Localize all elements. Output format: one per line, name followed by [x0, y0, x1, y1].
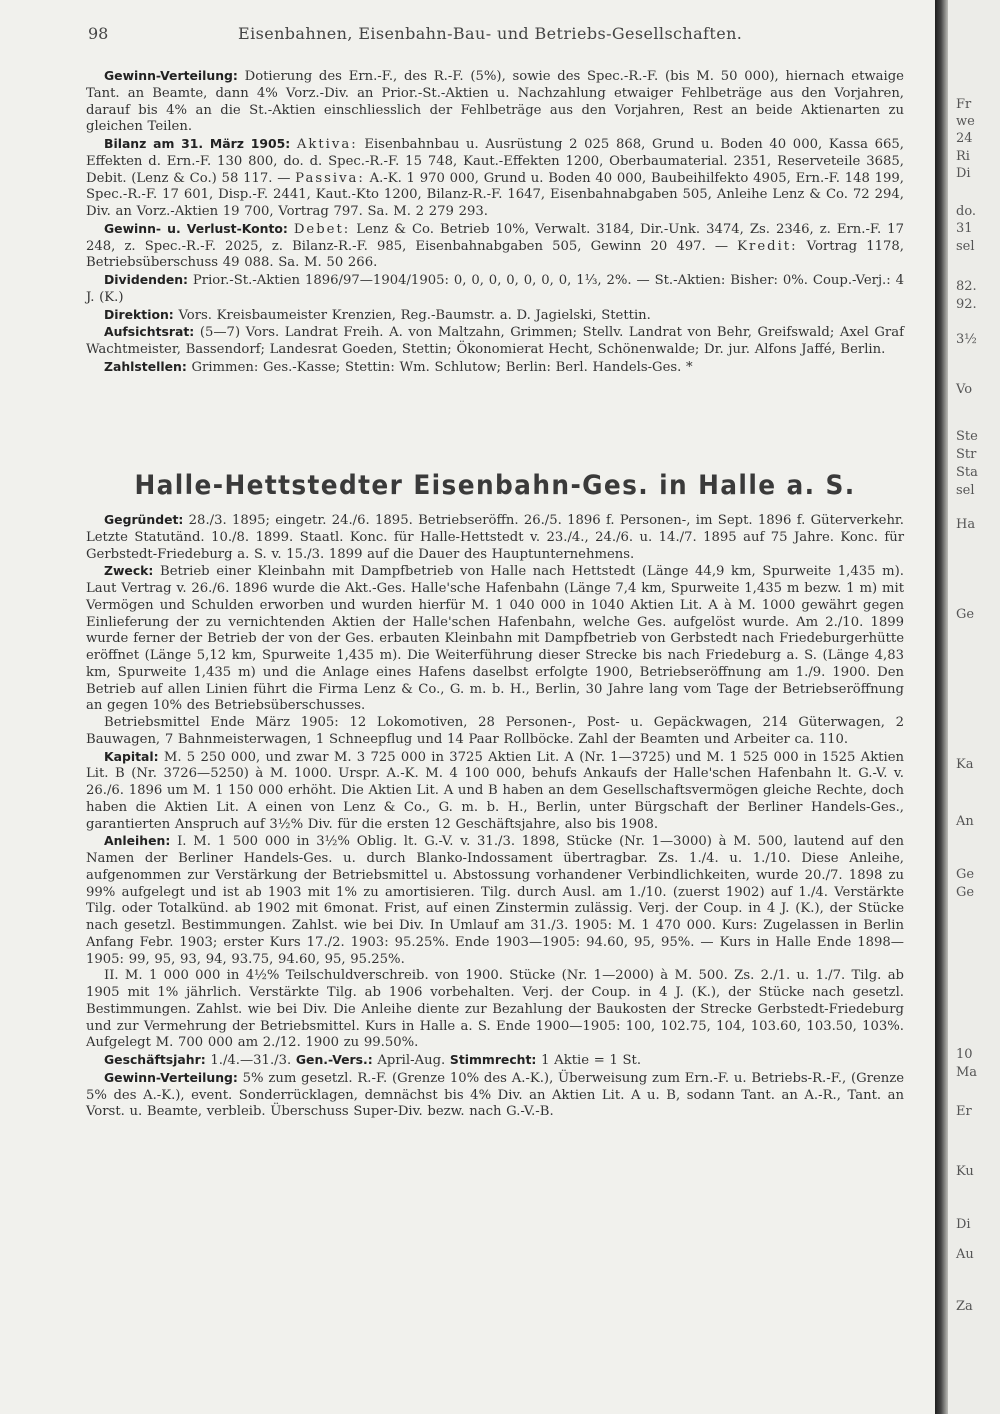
facing-fragment: Ste: [956, 429, 978, 444]
geschaeftsjahr-text: 1./4.—31./3.: [210, 1053, 292, 1068]
prev-direktion: [86, 307, 904, 325]
facing-fragment: Di: [956, 1217, 971, 1232]
gegruendet: [86, 512, 904, 563]
facing-fragment: we: [956, 114, 975, 129]
anleihen-text: I. M. 1 500 000 in 3½% Oblig. lt. G.-V. v. 31./3. 1898, Stücke (Nr. 1—3000) à M. 500, lautend auf den Namen der Berliner Handels-Ges. u. durch Blanko-Indossament übertragbar. Zs. 1./4. u. 1./10. Diese Anleihe, aufgenommen zur Verstärkung der Betriebsmittel u. Abstossung vorhandener Verbindlichkeiten, wurde 20./7. 1898 zu 99% aufgelegt und ist ab 1903 mit 1% zu amortisieren. Tilg. durch Ausl. am 1./10. (zuerst 1902) auf 1./4. Verstärkte Tilg. oder Totalkünd. ab 1902 mit 6monat. Frist, auf einen Zinstermin zulässig. Verj. der Coup. in 4 J. (K.), der Stücke nach gesetzl. Bestimmungen. Zahlst. wie bei Div. In Umlauf am 31./3. 1905: M. 1 470 000. Kurs: Zugelassen in Berlin Anfang Febr. 1903; erster Kurs 17./2. 1903: 95.25%. Ende 1903—1905: 94.60, 95, 95%. — Kurs in Halle Ende 1898—1905: 99, 95, 93, 94, 93.75, 94.60, 95, 95.25%.: [86, 834, 904, 967]
prev-aufsichtsrat-label: Aufsichtsrat:: [104, 324, 195, 340]
prev-aufsichtsrat-text: (5—7) Vors. Landrat Freih. A. von Maltzahn, Grimmen; Stellv. Landrat von Behr, Greifswald; Axel Graf Wachtmeister, Bassendorf; Landesrat Goeden, Stettin; Ökonomierat Hecht, Schönenwalde; Dr. jur. Alfons Jaffé, Berlin.: [86, 325, 904, 357]
prev-zahlstellen-text: Grimmen: Ges.-Kasse; Stettin: Wm. Schlutow; Berlin: Berl. Handels-Ges. *: [191, 359, 693, 375]
facing-fragment: Ku: [956, 1164, 974, 1179]
prev-passiva-text: A.-K. 1 970 000, Grund u. Boden 40 000, Baubeihilfekto 4905, Ern.-F. 148 199, Spec.-R.-F. 17 601, Disp.-F. 2441, Kaut.-Kto 1200, Bilanz-R.-F. 1647, Eisenbahnabgaben 505, Anleihe Lenz & Co. 72 294, Div. an Vorz.-Aktien 19 700, Vortrag 797. Sa. M. 2 279 293.: [86, 170, 904, 219]
facing-page-edge: [948, 0, 1000, 1414]
page-number: 98: [88, 24, 109, 43]
facing-fragment: Ha: [956, 517, 976, 532]
facing-fragment: Fr: [956, 97, 972, 112]
facing-fragment: sel: [956, 483, 975, 498]
facing-fragment: 92.: [956, 297, 977, 312]
facing-fragment: do.: [956, 204, 977, 219]
gegruendet-text: 28./3. 1895; eingetr. 24./6. 1895. Betriebseröffn. 26./5. 1896 f. Personen-, im Sept. 1896 f. Güterverkehr. Letzte Statutänd. 10./8. 1899. Staatl. Konc. für Halle-Hettstedt v. 23./4., 24./6. u. 14./7. 1895 auf 75 Jahre. Konc. für Gerbstedt-Friedeburg a. S. v. 15./3. 1899 auf die Dauer des Hauptunternehmens.: [86, 513, 904, 562]
facing-fragment: Di: [956, 166, 971, 181]
prev-zahlstellen: [86, 359, 904, 377]
facing-fragment: Sta: [956, 465, 978, 480]
facing-fragment: 24: [956, 131, 973, 146]
facing-fragment: 10: [956, 1047, 973, 1062]
facing-fragment: Ge: [956, 867, 975, 882]
prev-passiva-label: Passiva:: [295, 170, 365, 186]
gen-vers-text: April-Aug.: [377, 1053, 446, 1068]
gewinn-verteilung-label: Gewinn-Verteilung:: [104, 1069, 238, 1085]
facing-fragment: Er: [956, 1104, 972, 1119]
prev-gewinn-verteilung-label: Gewinn-Verteilung:: [104, 68, 238, 83]
facing-fragment: Ka: [956, 757, 974, 772]
betriebsmittel-text: Betriebsmittel Ende März 1905: 12 Lokomotiven, 28 Personen-, Post- u. Gepäckwagen, 214 Güterwagen, 2 Bauwagen, 7 Bahnmeisterwagen, 1 Schneepflug und 14 Paar Rollböcke. Zahl der Beamten und Arbeiter ca. 110.: [86, 715, 904, 747]
stimmrecht-text: 1 Aktie = 1 St.: [541, 1053, 642, 1068]
prev-direktion-text: Vors. Kreisbaumeister Krenzien, Reg.-Baumstr. a. D. Jagielski, Stettin.: [178, 307, 651, 323]
prev-gewinn-verteilung: [86, 68, 904, 136]
prev-kredit-text: Vortrag 1178, Betriebsüberschuss 49 088. Sa. M. 50 266.: [86, 238, 904, 271]
anleihen-ii: [86, 968, 904, 1052]
facing-fragment: Ri: [956, 149, 970, 164]
page-header: [88, 24, 908, 48]
stimmrecht-label: Stimmrecht:: [449, 1052, 537, 1067]
facing-fragment: Ge: [956, 885, 975, 900]
prev-dividenden: [86, 272, 904, 307]
facing-fragment: 31: [956, 221, 973, 236]
facing-fragment: 3½: [956, 332, 977, 347]
prev-debet-label: Debet:: [293, 221, 351, 237]
book-gutter: [935, 0, 948, 1414]
prev-zahlstellen-label: Zahlstellen:: [104, 358, 187, 374]
prev-gewinn-verteilung-text: Dotierung des Ern.-F., des R.-F. (5%), sowie des Spec.-R.-F. (bis M. 50 000), hiernach etwaige Tant. an Beamte, dann 4% Vorz.-Div. an Prior.-St.-Aktien u. Nachzahlung etwaiger Fehlbeträge aus den Vorjahren, darauf bis 4% an die St.-Aktien einschliesslich der Fehlbeträge aus den Vorjahren, Rest an beide Aktienarten zu gleichen Teilen.: [86, 69, 904, 135]
facing-fragment: Str: [956, 447, 977, 462]
geschaeftsjahr: [86, 1052, 904, 1070]
company-section: [86, 512, 904, 1121]
prev-direktion-label: Direktion:: [104, 306, 174, 322]
betriebsmittel: [86, 715, 904, 749]
prev-aufsichtsrat: [86, 324, 904, 359]
prev-gewinn-konto: [86, 221, 904, 272]
facing-fragment: Au: [956, 1247, 974, 1262]
prev-bilanz-label: Bilanz am 31. März 1905:: [104, 136, 291, 151]
prev-bilanz: [86, 136, 904, 221]
gewinn-verteilung: [86, 1070, 904, 1121]
facing-fragment: Ge: [956, 607, 975, 622]
prev-aktiva-text: Eisenbahnbau u. Ausrüstung 2 025 868, Grund u. Boden 40 000, Kassa 665, Effekten d. Ern.-F. 130 800, do. d. Spec.-R.-F. 15 748, Kaut.-Effekten 1200, Oberbaumaterial. 2351, Reserveteile 3685, Debit. (Lenz & Co.) 58 117. —: [86, 137, 904, 186]
zweck-text: Betrieb einer Kleinbahn mit Dampfbetrieb von Halle nach Hettstedt (Länge 44,9 km, Spurweite 1,435 m). Laut Vertrag v. 26./6. 1896 wurde die Akt.-Ges. Halle'sche Hafenbahn (Länge 7,4 km, Spurweite 1,435 m bezw. 1 m) mit Vermögen und Schulden erworben und wurden hierfür M. 1 040 000 in 1040 Aktien Lit. A à M. 1000 gewährt gegen Einlieferung der zu vernichtenden Aktien der Halle'schen Hafenbahn, welche Ges. aufgelöst wurde. Am 2./10. 1899 wurde ferner der Betrieb der von der Ges. erbauten Kleinbahn mit Dampfbetrieb von Gerbstedt nach Friedeburgerhütte eröffnet (Länge 5,12 km, Spurweite 1,435 m). Die Weiterführung dieser Strecke bis nach Friedeburg a. S. (Länge 4,83 km, Spurweite 1,435 m) und die Anlage eines Hafens daselbst erfolgte 1900, Betriebseröffnung am 1./9. 1900. Den Betrieb auf allen Linien führt die Firma Lenz & Co., G. m. b. H., Berlin, 30 Jahre lang vom Tage der Betriebseröffnung an gegen 10% des Betriebsüberschusses.: [86, 564, 905, 714]
gegruendet-label: Gegründet:: [104, 512, 184, 527]
geschaeftsjahr-label: Geschäftsjahr:: [104, 1052, 206, 1067]
facing-fragment: Ma: [956, 1065, 978, 1080]
facing-fragment: An: [956, 814, 974, 829]
prev-gewinn-konto-label: Gewinn- u. Verlust-Konto:: [104, 220, 288, 236]
facing-fragment: sel: [956, 239, 975, 254]
prev-aktiva-label: Aktiva:: [296, 137, 358, 152]
company-title: Halle-Hettstedter Eisenbahn-Ges. in Halle a. S.: [134, 470, 856, 501]
prev-kredit-label: Kredit:: [737, 238, 798, 254]
zweck: [86, 563, 904, 715]
prev-dividenden-label: Dividenden:: [104, 272, 188, 287]
kapital-text: M. 5 250 000, und zwar M. 3 725 000 in 3725 Aktien Lit. A (Nr. 1—3725) und M. 1 525 000 in 1525 Aktien Lit. B (Nr. 3726—5250) à M. 1000. Urspr. A.-K. M. 4 100 000, behufs Ankaufs der Halle'schen Hafenbahn lt. G.-V. v. 26./6. 1896 um M. 1 150 000 erhöht. Die Aktien Lit. A und B haben an dem Gesellschaftsvermögen gleiche Rechte, doch haben die Aktien Lit. A einen von Lenz & Co., G. m. b. H., Berlin, unter Bürgschaft der Berliner Handels-Ges., garantierten Anspruch auf 3½% Div. für die ersten 12 Geschäftsjahre, also bis 1908.: [86, 749, 904, 832]
facing-fragment: Vo: [956, 382, 973, 397]
gen-vers-label: Gen.-Vers.:: [295, 1052, 373, 1067]
anleihen: [86, 833, 904, 968]
anleihen-label: Anleihen:: [104, 833, 171, 849]
running-title: Eisenbahnen, Eisenbahn-Bau- und Betriebs-Gesellschaften.: [238, 24, 743, 43]
prev-dividenden-text: Prior.-St.-Aktien 1896/97—1904/1905: 0, 0, 0, 0, 0, 0, 0, 1⅓, 2%. — St.-Aktien: Bisher: 0%. Coup.-Verj.: 4 J. (K.): [86, 273, 904, 305]
kapital-label: Kapital:: [104, 748, 159, 764]
facing-fragment: Za: [956, 1299, 973, 1314]
prev-debet-text: Lenz & Co. Betrieb 10%, Verwalt. 3184, Dir.-Unk. 3474, Zs. 2346, z. Ern.-F. 17 248, z. Spec.-R.-F. 2025, z. Bilanz-R.-F. 985, Eisenbahnabgaben 505, Gewinn 20 497. —: [86, 221, 904, 254]
prev-company-section: [86, 68, 904, 377]
anleihen-ii-text: II. M. 1 000 000 in 4½% Teilschuldverschreib. von 1900. Stücke (Nr. 1—2000) à M. 500. Zs. 2./1. u. 1./7. Tilg. ab 1905 mit 1% jährlich. Verstärkte Tilg. ab 1906 vorbehalten. Verj. der Coup. in 4 J. (K.), der Stücke nach gesetzl. Bestimmungen. Zahlst. wie bei Div. Die Anleihe diente zur Bezahlung der Baukosten der Strecke Gerbstedt-Friedeburg und zur Vermehrung der Betriebsmittel. Kurs in Halle a. S. Ende 1900—1905: 100, 102.75, 104, 103.60, 103.50, 103%. Aufgelegt M. 700 000 am 2./12. 1900 zu 99.50%.: [86, 968, 904, 1051]
gewinn-verteilung-text: 5% zum gesetzl. R.-F. (Grenze 10% des A.-K.), Überweisung zum Ern.-F. u. Betriebs-R.-F., (Grenze 5% des A.-K.), event. Sonderrücklagen, demnächst bis 4% Div. an Aktien Lit. A u. B, sodann Tant. an A.-R., Tant. an Vorst. u. Beamte, verbleib. Überschuss Super-Div. bezw. nach G.-V.-B.: [86, 1070, 904, 1120]
kapital: [86, 749, 904, 834]
zweck-label: Zweck:: [104, 563, 154, 579]
facing-fragment: 82.: [956, 279, 977, 294]
